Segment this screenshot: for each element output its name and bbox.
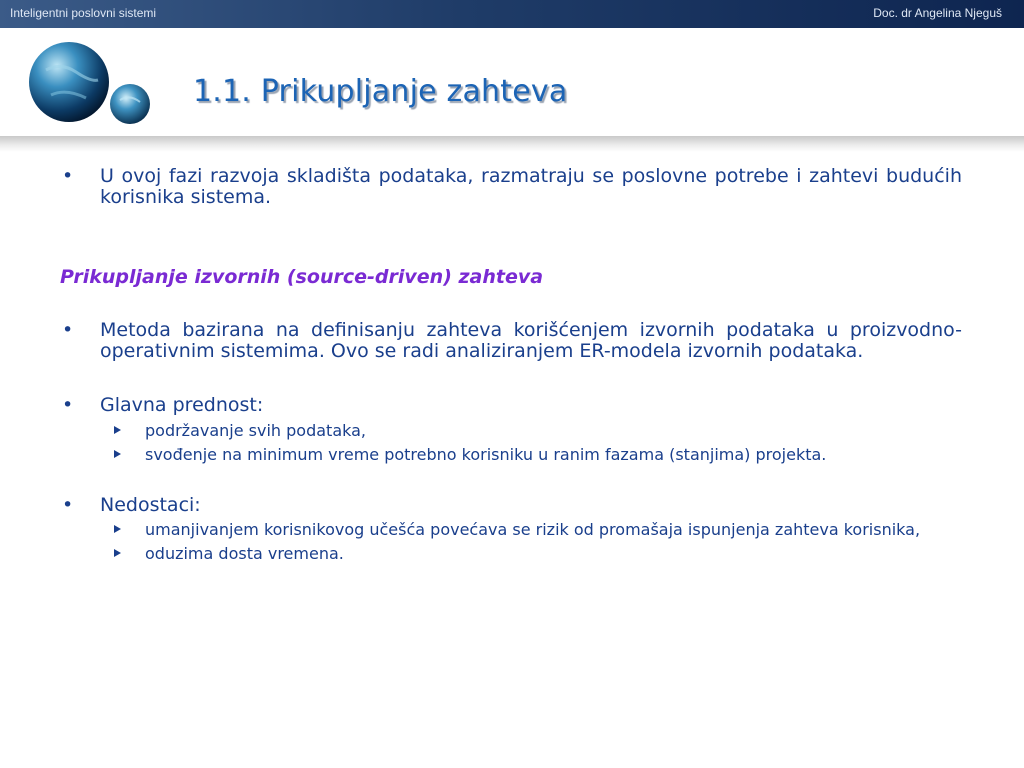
bullet-dot-icon: • <box>62 494 74 516</box>
disadvantage-item-text: umanjivanjem korisnikovog učešća povećava se rizik od promašaja ispunjenja zahteva korisnika, <box>145 520 921 539</box>
advantage-bullet <box>60 395 962 416</box>
arrow-bullet-icon <box>114 549 121 557</box>
method-bullet <box>60 320 962 362</box>
slide-content <box>60 166 962 563</box>
disadvantage-item-text: oduzima dosta vremena. <box>145 544 344 563</box>
arrow-bullet-icon <box>114 450 121 458</box>
method-text: Metoda bazirana na definisanju zahteva korišćenjem izvornih podataka u proizvodno-operativnim sistemima. Ovo se radi analiziranjem ER-modela izvornih podataka. <box>100 319 962 362</box>
advantage-item <box>60 422 962 440</box>
bullet-dot-icon: • <box>62 394 74 416</box>
subheading: Prikupljanje izvornih (source-driven) zahteva <box>60 266 544 288</box>
author-name: Doc. dr Angelina Njeguš <box>873 6 1002 20</box>
disadvantage-item <box>60 521 962 539</box>
advantage-item <box>60 446 962 464</box>
intro-text: U ovoj fazi razvoja skladišta podataka, razmatraju se poslovne potrebe i zahtevi budućih korisnika sistema. <box>100 165 962 208</box>
advantage-label: Glavna prednost: <box>100 394 264 416</box>
header-shadow <box>0 136 1024 152</box>
bullet-dot-icon: • <box>62 165 74 187</box>
arrow-bullet-icon <box>114 525 121 533</box>
disadvantage-bullet <box>60 495 962 516</box>
bullet-dot-icon: • <box>62 319 74 341</box>
course-name: Inteligentni poslovni sistemi <box>10 6 157 20</box>
intro-bullet <box>60 166 962 208</box>
slide-title: 1.1. Prikupljanje zahteva <box>193 74 568 109</box>
globe-logo-icon <box>26 40 156 130</box>
advantage-item-text: svođenje na minimum vreme potrebno korisniku u ranim fazama (stanjima) projekta. <box>145 445 827 464</box>
advantage-item-text: podržavanje svih podataka, <box>145 421 367 440</box>
disadvantage-item <box>60 545 962 563</box>
disadvantage-label: Nedostaci: <box>100 494 201 516</box>
arrow-bullet-icon <box>114 426 121 434</box>
top-bar <box>0 0 1024 28</box>
